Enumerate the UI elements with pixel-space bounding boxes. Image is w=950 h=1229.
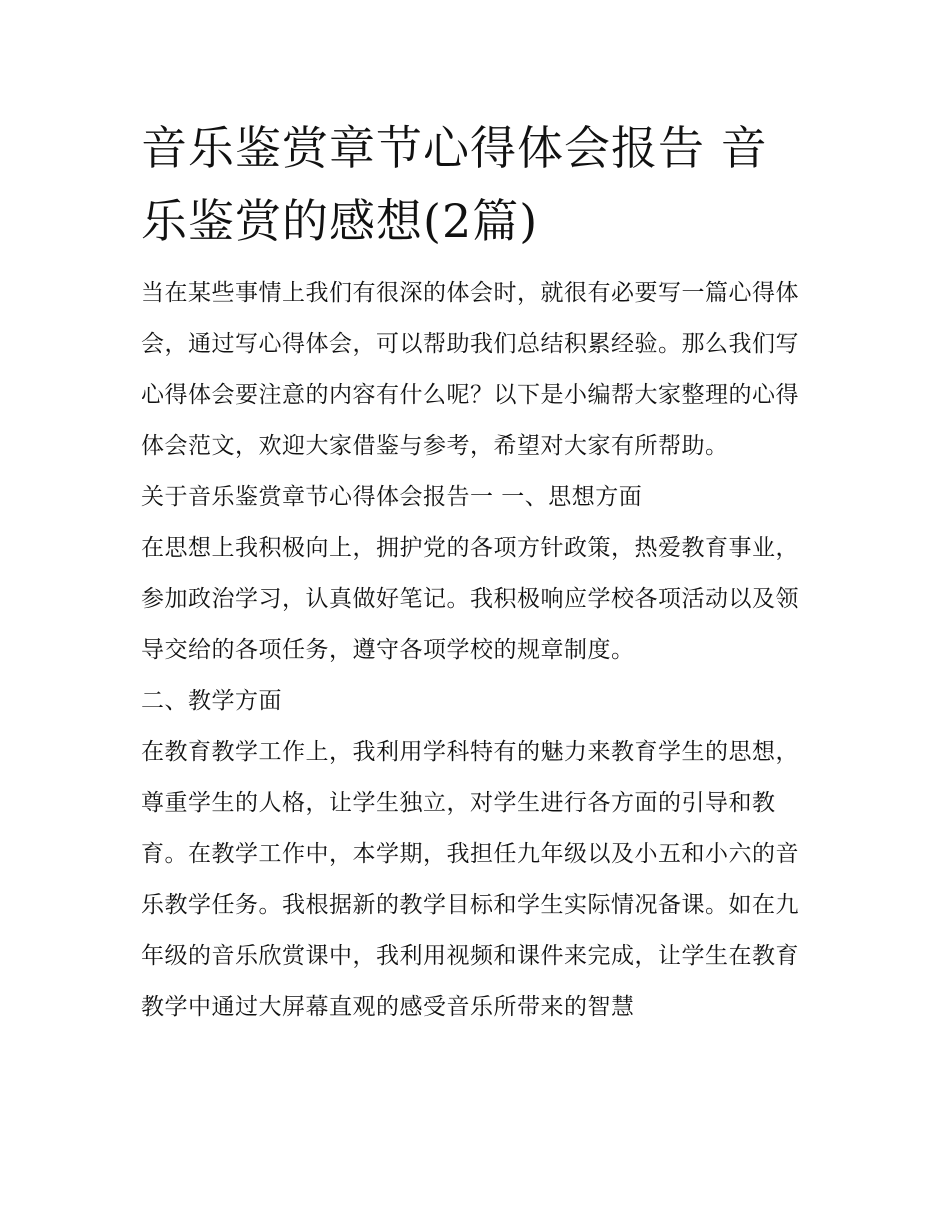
document-content: [141, 112, 813, 1033]
section-heading-teaching: 二、教学方面: [141, 688, 282, 714]
ideology-paragraph: 在思想上我积极向上，拥护党的各项方针政策，热爱教育事业，参加政治学习，认真做好笔记。我积极响应学校各项活动以及领导交给的各项任务，遵守各项学校的规章制度。: [141, 535, 799, 663]
teaching-paragraph: 在教育教学工作上，我利用学科特有的魅力来教育学生的思想，尊重学生的人格，让学生独立，对学生进行各方面的引导和教育。在教学工作中，本学期，我担任九年级以及小五和小六的音乐教学任务。我根据新的教学目标和学生实际情况备课。如在九年级的音乐欣赏课中，我利用视频和课件来完成，让学生在教育教学中通过大屏幕直观的感受音乐所带来的智慧: [141, 739, 799, 1020]
intro-paragraph: 当在某些事情上我们有很深的体会时，就很有必要写一篇心得体会，通过写心得体会，可以帮助我们总结积累经验。那么我们写心得体会要注意的内容有什么呢？以下是小编帮大家整理的心得体会范文，欢迎大家借鉴与参考，希望对大家有所帮助。: [141, 280, 799, 459]
section-heading-report-one: 关于音乐鉴赏章节心得体会报告一 一、思想方面: [141, 484, 643, 510]
document-title: 音乐鉴赏章节心得体会报告 音乐鉴赏的感想(2篇): [141, 121, 768, 248]
